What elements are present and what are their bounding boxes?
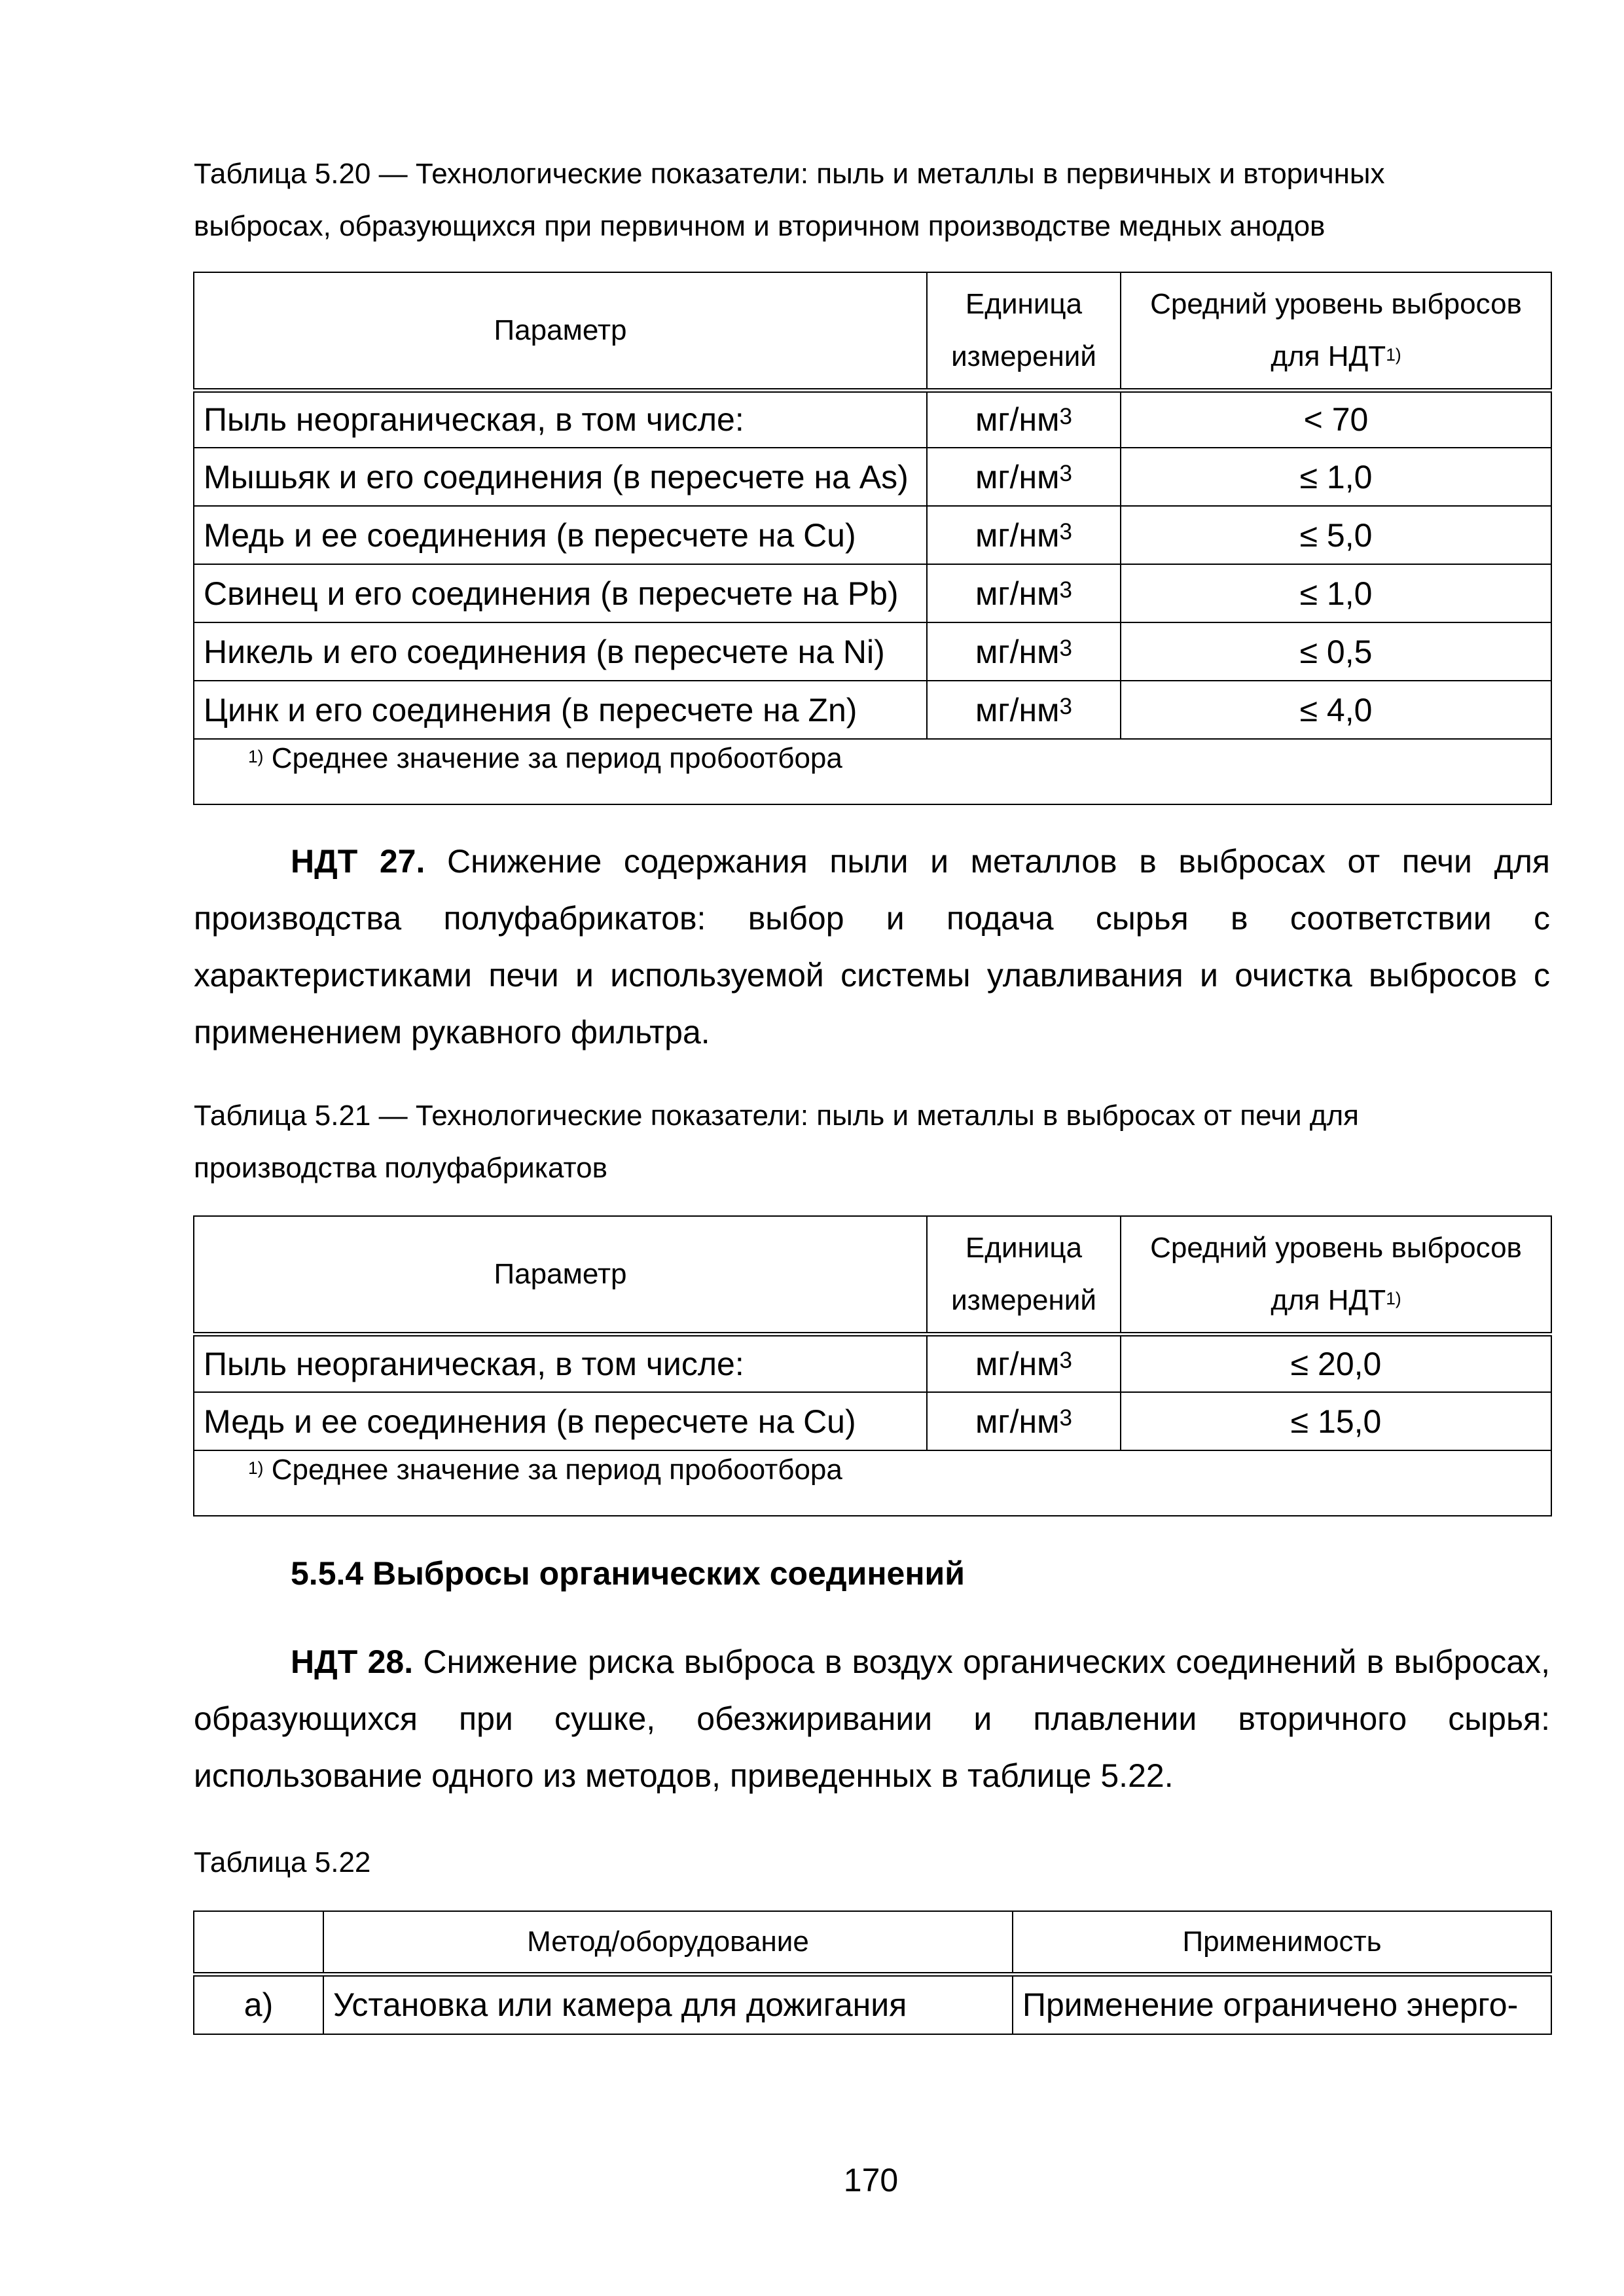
param-cell: Свинец и его соединения (в пересчете на Pb): [194, 564, 927, 622]
row-number: а): [194, 1974, 323, 2034]
value-cell: ≤ 15,0: [1121, 1392, 1551, 1450]
header-level: Средний уровень выбросов для НДТ$^{1)}$: [1121, 1216, 1551, 1334]
table-5-20-caption: [194, 148, 1457, 253]
value-cell: ≤ 1,0: [1121, 564, 1551, 622]
table-5-22: [193, 1910, 1552, 2035]
table-row: [194, 681, 1551, 739]
table-row: [194, 1974, 1551, 2034]
header-parameter: Параметр: [194, 1216, 927, 1334]
header-parameter: Параметр: [194, 272, 927, 390]
value-cell: < 70: [1121, 390, 1551, 448]
unit-cell: $мг/нм^3$: [927, 390, 1121, 448]
table-row: [194, 390, 1551, 448]
table-footnote: $^{1)}$ Среднее значение за период пробоотбора: [194, 1450, 1551, 1516]
param-cell: Пыль неорганическая, в том числе:: [194, 390, 927, 448]
header-number: [194, 1911, 323, 1974]
table-5-20: [193, 272, 1552, 805]
unit-cell: $мг/нм^3$: [927, 681, 1121, 739]
table-row: [194, 506, 1551, 564]
ndt-27-paragraph: [194, 833, 1550, 1061]
table-5-21: [193, 1215, 1552, 1516]
caption-line: выбросах, образующихся при первичном и вторичном производстве медных анодов: [194, 210, 1326, 242]
table-row: [194, 1392, 1551, 1450]
param-cell: Пыль неорганическая, в том числе:: [194, 1334, 927, 1392]
table-row: [194, 564, 1551, 622]
page-number: 170: [843, 2162, 899, 2198]
table-5-21-caption: [194, 1090, 1457, 1194]
section-title: 5.5.4 Выбросы органических соединений: [291, 1555, 965, 1592]
unit-cell: $мг/нм^3$: [927, 448, 1121, 506]
header-level: Средний уровень выбросов для НДТ$^{1)}$: [1121, 272, 1551, 390]
value-cell: ≤ 5,0: [1121, 506, 1551, 564]
method-cell: Установка или камера для дожигания: [323, 1974, 1013, 2034]
table-row: [194, 448, 1551, 506]
applicability-cell: Применение ограничено энерго-: [1013, 1974, 1551, 2034]
value-cell: ≤ 20,0: [1121, 1334, 1551, 1392]
value-cell: ≤ 0,5: [1121, 622, 1551, 681]
param-cell: Мышьяк и его соединения (в пересчете на As): [194, 448, 927, 506]
caption-line: производства полуфабрикатов: [194, 1152, 607, 1184]
header-method: Метод/оборудование: [323, 1911, 1013, 1974]
unit-cell: $мг/нм^3$: [927, 564, 1121, 622]
caption-line: Таблица 5.20 — Технологические показатели: пыль и металлы в первичных и вторичных: [194, 158, 1385, 190]
param-cell: Цинк и его соединения (в пересчете на Zn): [194, 681, 927, 739]
unit-cell: $мг/нм^3$: [927, 506, 1121, 564]
param-cell: Медь и ее соединения (в пересчете на Cu): [194, 506, 927, 564]
header-applicability: Применимость: [1013, 1911, 1551, 1974]
unit-cell: $мг/нм^3$: [927, 1334, 1121, 1392]
param-cell: Медь и ее соединения (в пересчете на Cu): [194, 1392, 927, 1450]
table-row: [194, 622, 1551, 681]
table-5-22-caption: Таблица 5.22: [194, 1846, 371, 1878]
header-unit: Единица измерений: [927, 1216, 1121, 1334]
unit-cell: $мг/нм^3$: [927, 1392, 1121, 1450]
ndt-28-label: НДТ 28.: [291, 1643, 414, 1680]
value-cell: ≤ 1,0: [1121, 448, 1551, 506]
table-row: [194, 1334, 1551, 1392]
caption-line: Таблица 5.21 — Технологические показатели: пыль и металлы в выбросах от печи для: [194, 1100, 1359, 1132]
ndt-28-paragraph: [194, 1634, 1550, 1804]
header-unit: Единица измерений: [927, 272, 1121, 390]
value-cell: ≤ 4,0: [1121, 681, 1551, 739]
param-cell: Никель и его соединения (в пересчете на Ni): [194, 622, 927, 681]
ndt-27-label: НДТ 27.: [291, 843, 425, 880]
ndt-27-text: Снижение содержания пыли и металлов в выбросах от печи для производства полуфабрикатов: выбор и подача сырья в соответствии с характеристиками печи и используемой системы улавливания и очистка выбросов с применением рукавного фильтра.: [194, 843, 1550, 1050]
ndt-28-text: Снижение риска выброса в воздух органических соединений в выбросах, образующихся при сушке, обезжиривании и плавлении вторичного сырья: использование одного из методов, приведенных в таблице 5.22.: [194, 1643, 1550, 1794]
table-footnote: $^{1)}$ Среднее значение за период пробоотбора: [194, 739, 1551, 804]
unit-cell: $мг/нм^3$: [927, 622, 1121, 681]
